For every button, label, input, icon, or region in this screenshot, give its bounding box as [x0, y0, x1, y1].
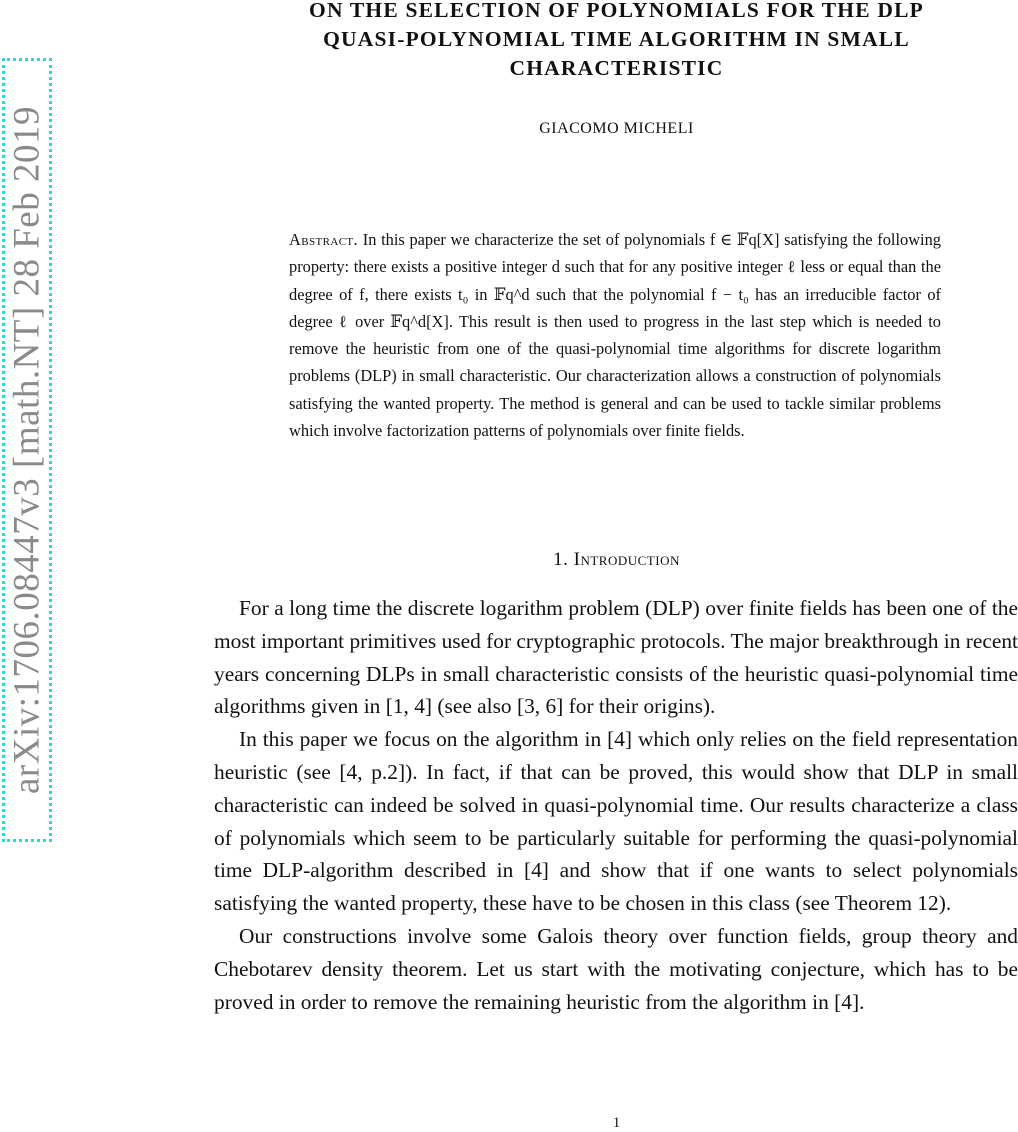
arxiv-stamp	[2, 58, 52, 842]
abstract-text: In this paper we characterize the set of polynomials f ∈ 𝔽q[X] satisfying the following property: there exists a positive integer d such that for any positive integer ℓ less or equal than the degree of f, there exists t₀ in 𝔽q^d such that the polynomial f − t₀ has an irreducible factor of degree ℓ over 𝔽q^d[X]. This result is then used to progress in the last step which is needed to remove the heuristic from one of the quasi-polynomial time algorithms for discrete logarithm problems (DLP) in small characteristic. Our characterization allows a construction of polynomials satisfying the wanted property. The method is general and can be used to tackle similar problems which involve factorization patterns of polynomials over finite fields.	[289, 230, 941, 441]
paragraph: In this paper we focus on the algorithm in [4] which only relies on the field representation heuristic (see [4, p.2]). In fact, if that can be proved, this would show that DLP in small characteristic can indeed be solved in quasi-polynomial time. Our results characterize a class of polynomials which seem to be particularly suitable for performing the quasi-polynomial time DLP-algorithm described in [4] and show that if one wants to select polynomials satisfying the wanted property, these have to be chosen in this class (see Theorem 12).	[214, 727, 1018, 916]
paragraph: For a long time the discrete logarithm problem (DLP) over finite fields has been one of the most important primitives used for cryptographic protocols. The major breakthrough in recent years concerning DLPs in small characteristic consists of the heuristic quasi-polynomial time algorithms given in [1, 4] (see also [3, 6] for their origins).	[214, 596, 1018, 719]
abstract	[289, 226, 941, 444]
arxiv-identifier: arXiv:1706.08447v3 [math.NT] 28 Feb 2019	[6, 106, 48, 794]
introduction-body	[214, 592, 1018, 1018]
abstract-heading: Abstract.	[289, 230, 359, 249]
title-line-2: QUASI-POLYNOMIAL TIME ALGORITHM IN SMALL	[323, 27, 910, 51]
section-title: Introduction	[573, 549, 680, 570]
paragraph: Our constructions involve some Galois theory over function fields, group theory and Chebotarev density theorem. Let us start with the motivating conjecture, which has to be proved in order to remove the remaining heuristic from the algorithm in [4].	[214, 923, 1018, 1014]
page-number: 1	[612, 1115, 621, 1131]
title-line-1: ON THE SELECTION OF POLYNOMIALS FOR THE DLP	[309, 0, 924, 22]
section-heading	[215, 549, 1018, 571]
author-name: GIACOMO MICHELI	[539, 120, 694, 137]
title-line-3: CHARACTERISTIC	[509, 56, 724, 80]
section-number: 1.	[553, 549, 569, 570]
paper-title	[215, 0, 1018, 83]
